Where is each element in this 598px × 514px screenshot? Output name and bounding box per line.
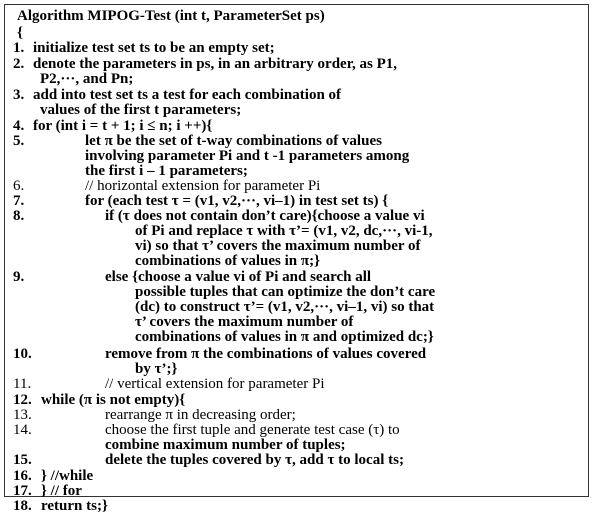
algorithm-line: choose the first tuple and generate test case (τ) to	[105, 422, 400, 438]
line-number: 1.	[13, 40, 25, 56]
line-number: 17.	[13, 483, 32, 499]
algorithm-line: P2,···, and Pn;	[40, 71, 134, 87]
algorithm-line: for (each test τ = (v1, v2,···, vi–1) in test set ts) {	[85, 193, 389, 209]
algorithm-line: of Pi and replace τ with τ’= (v1, v2, dc,···, vi-1,	[135, 223, 433, 239]
line-number: 8.	[13, 208, 25, 224]
line-number: 15.	[13, 452, 32, 468]
algorithm-line: the first i – 1 parameters;	[85, 163, 248, 179]
algorithm-line: τ’ covers the maximum number of	[135, 314, 354, 330]
algorithm-line: vi) so that τ’ covers the maximum number of	[135, 238, 421, 254]
algorithm-line: delete the tuples covered by τ, add τ to local ts;	[105, 452, 404, 468]
line-number: 4.	[13, 118, 25, 134]
algorithm-line: combinations of values in π and optimized dc;}	[135, 329, 434, 345]
line-number: 13.	[13, 407, 32, 423]
algorithm-line: by τ’;}	[135, 361, 178, 377]
algorithm-line: let π be the set of t-way combinations of values	[85, 133, 382, 149]
algorithm-line: combinations of values in π;}	[135, 253, 320, 269]
algorithm-line: if (τ does not contain don’t care){choose a value vi	[105, 208, 425, 224]
algorithm-line: remove from π the combinations of values covered	[105, 346, 427, 362]
algorithm-line: } // for	[41, 483, 82, 499]
algorithm-line: initialize test set ts to be an empty set;	[33, 40, 275, 56]
algorithm-line: denote the parameters in ps, in an arbitrary order, as P1,	[33, 56, 397, 72]
line-number: 14.	[13, 422, 32, 438]
algorithm-line: {	[17, 25, 23, 41]
line-number: 11.	[13, 376, 32, 392]
line-number: 7.	[13, 193, 25, 209]
algorithm-box	[4, 4, 589, 514]
line-number: 5.	[13, 133, 25, 149]
algorithm-line: add into test set ts a test for each combination of	[33, 87, 342, 103]
line-number: 16.	[13, 468, 32, 484]
algorithm-line: else {choose a value vi of Pi and search all	[105, 269, 372, 285]
algorithm-line: for (int i = t + 1; i ≤ n; i ++){	[33, 118, 213, 134]
algorithm-line: combine maximum number of tuples;	[105, 437, 346, 453]
algorithm-line: return ts;}	[41, 498, 108, 514]
algorithm-line: (dc) to construct τ’= (v1, v2,···, vi–1, vi) so that	[135, 299, 435, 315]
algorithm-line: Algorithm MIPOG-Test (int t, ParameterSet ps)	[17, 8, 325, 24]
line-number: 9.	[13, 269, 25, 285]
algorithm-line: // horizontal extension for parameter Pi	[85, 178, 321, 194]
line-number: 10.	[13, 346, 32, 362]
line-number: 2.	[13, 56, 25, 72]
algorithm-line: involving parameter Pi and t -1 parameters among	[85, 148, 410, 164]
algorithm-line: // vertical extension for parameter Pi	[105, 376, 325, 392]
algorithm-line: values of the first t parameters;	[40, 102, 242, 118]
algorithm-line: while (π is not empty){	[41, 392, 186, 408]
line-number: 18.	[13, 498, 32, 514]
algorithm-line: possible tuples that can optimize the don’t care	[135, 284, 436, 300]
line-number: 12.	[13, 392, 32, 408]
algorithm-line: rearrange π in decreasing order;	[105, 407, 296, 423]
line-number: 3.	[13, 87, 25, 103]
algorithm-lines	[5, 5, 588, 514]
line-number: 6.	[13, 178, 25, 194]
algorithm-line: } //while	[41, 468, 94, 484]
